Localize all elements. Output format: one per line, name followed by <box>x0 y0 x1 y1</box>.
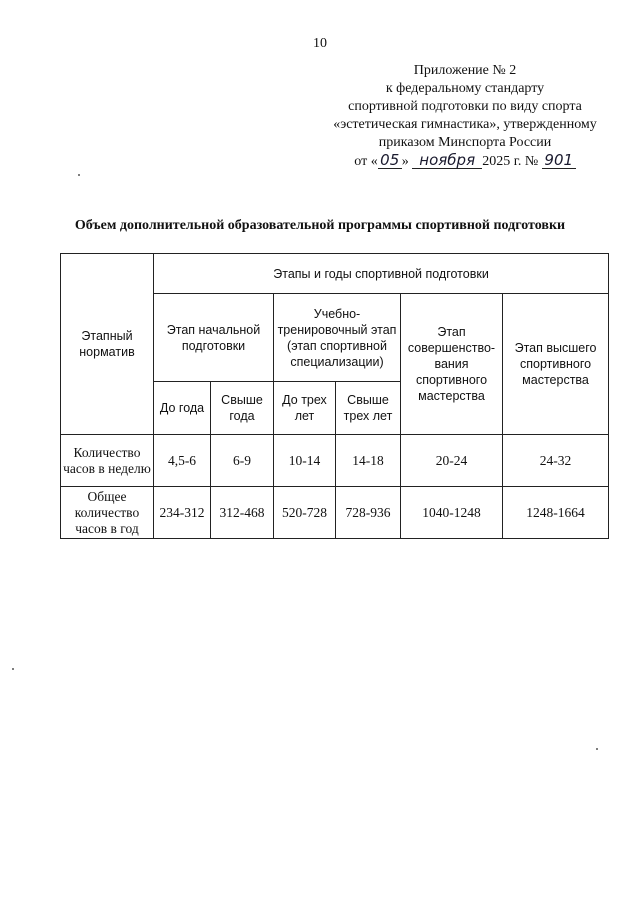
stage-highest-header: Этап высшего спортивного мастерства <box>503 294 609 435</box>
table-cell: 1040-1248 <box>401 487 503 539</box>
year-initial-over: Свыше года <box>211 382 274 435</box>
table-cell: 520-728 <box>274 487 336 539</box>
page-number: 10 <box>313 36 327 51</box>
year-training-over3: Свыше трех лет <box>336 382 401 435</box>
appendix-header <box>300 62 630 171</box>
handwritten-order-number: 901 <box>542 152 576 169</box>
order-date-line <box>300 152 630 171</box>
appendix-line-3: спортивной подготовки по виду спорта <box>348 99 582 114</box>
table-cell: 6-9 <box>211 435 274 487</box>
scan-speck <box>596 748 598 750</box>
year-training-upto3: До трех лет <box>274 382 336 435</box>
date-mid: » <box>401 154 409 169</box>
document-title: Объем дополнительной образовательной программы спортивной подготовки <box>74 218 566 233</box>
date-year: 2025 г. № <box>482 154 539 169</box>
table-cell: 4,5-6 <box>154 435 211 487</box>
scan-speck <box>78 174 80 176</box>
table-cell: 20-24 <box>401 435 503 487</box>
stage-initial-header: Этап начальной подготовки <box>154 294 274 382</box>
stages-group-header: Этапы и годы спортивной подготовки <box>154 254 609 294</box>
appendix-line-4: «эстетическая гимнастика», утвержденному <box>333 117 597 132</box>
table-cell: 1248-1664 <box>503 487 609 539</box>
table-cell: 728-936 <box>336 487 401 539</box>
stage-training-header: Учебно-тренировочный этап (этап спортивной специализации) <box>274 294 401 382</box>
handwritten-month: ноября <box>412 152 482 169</box>
table-cell: 10-14 <box>274 435 336 487</box>
table-cell: 234-312 <box>154 487 211 539</box>
table-cell: 24-32 <box>503 435 609 487</box>
stage-improvement-header: Этап совершенство-вания спортивного мастерства <box>401 294 503 435</box>
table-row <box>61 435 609 487</box>
appendix-line-1: Приложение № 2 <box>413 63 517 78</box>
program-volume-table <box>60 253 609 539</box>
row-label: Общее количество часов в год <box>61 487 154 539</box>
table-row <box>61 487 609 539</box>
date-prefix: от « <box>354 154 378 169</box>
row-label: Количество часов в неделю <box>61 435 154 487</box>
scan-speck <box>12 668 14 670</box>
handwritten-day: 05 <box>378 152 402 169</box>
year-initial-first: До года <box>154 382 211 435</box>
appendix-line-2: к федеральному стандарту <box>385 81 545 96</box>
table-cell: 312-468 <box>211 487 274 539</box>
table-cell: 14-18 <box>336 435 401 487</box>
corner-header: Этапный норматив <box>61 254 154 435</box>
appendix-line-5: приказом Минспорта России <box>378 135 552 150</box>
